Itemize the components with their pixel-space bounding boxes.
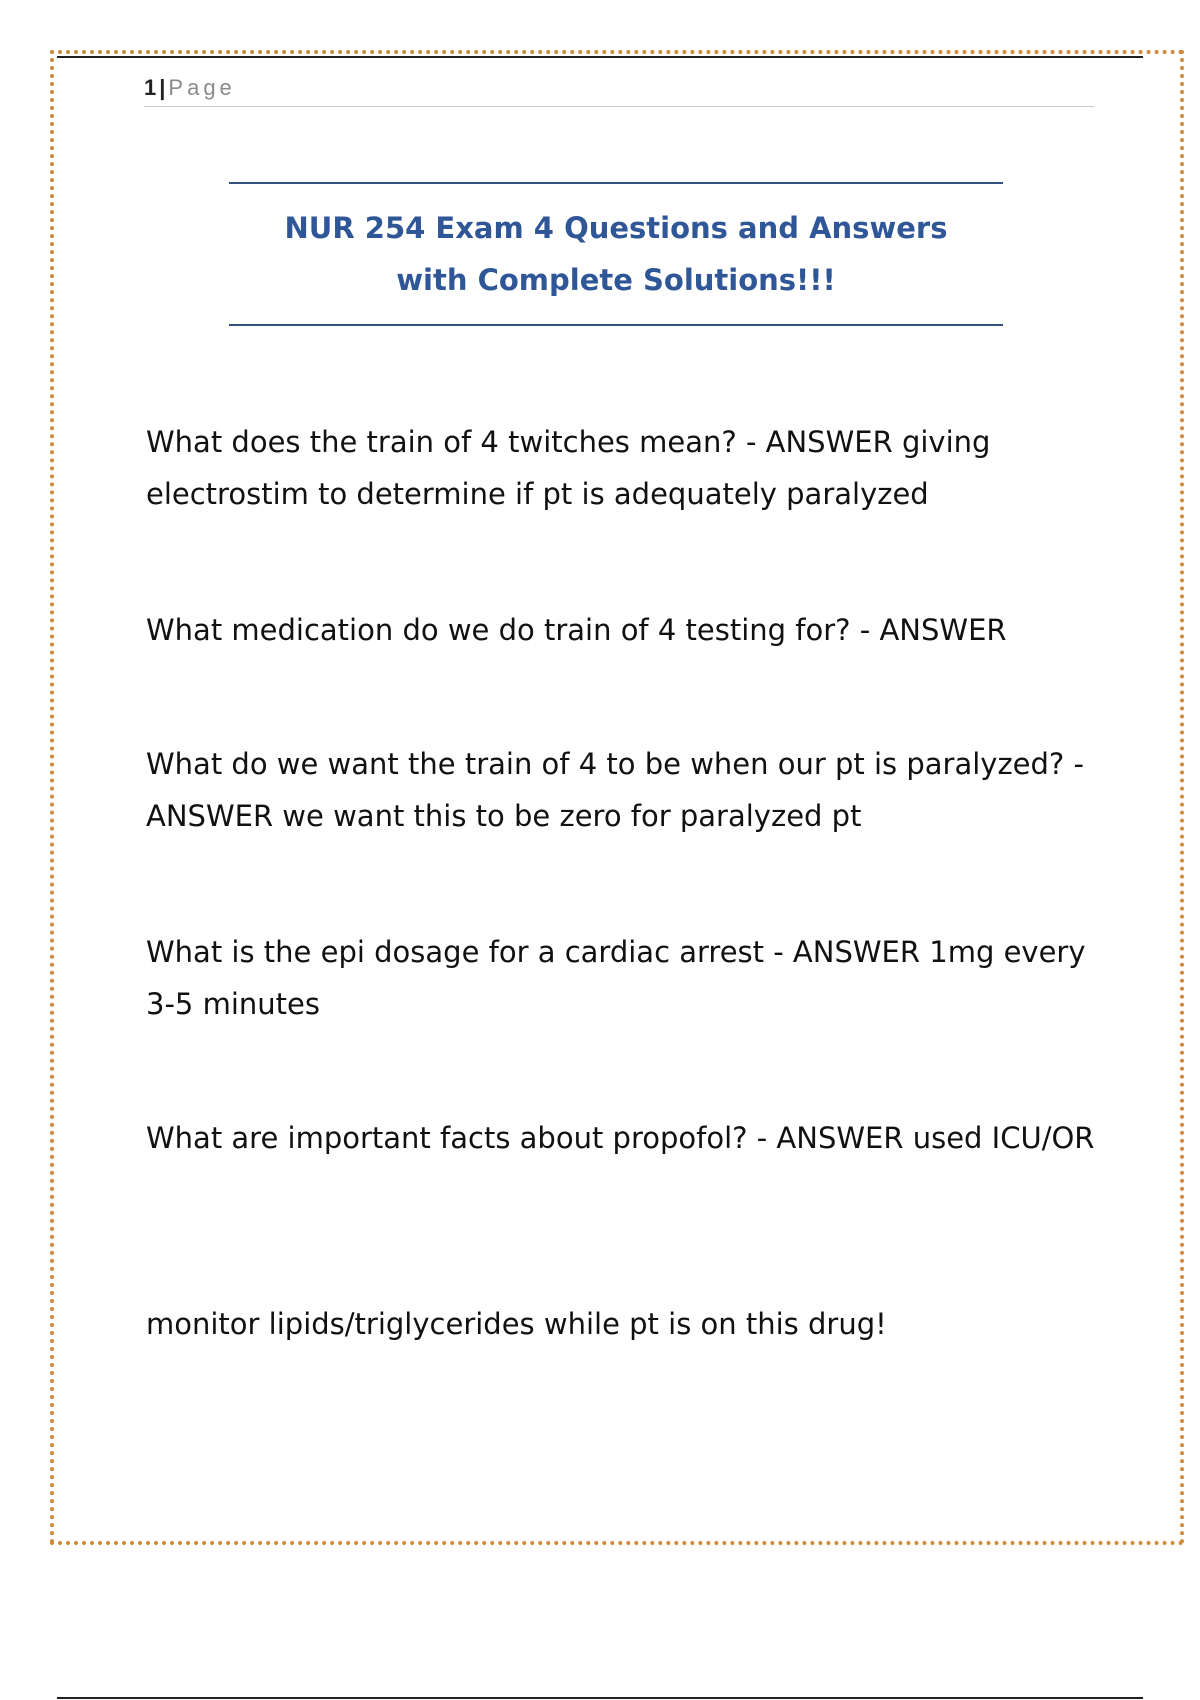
- page-number: 1: [144, 75, 157, 100]
- qa-item-6: monitor lipids/triglycerides while pt is on this drug!: [146, 1307, 887, 1341]
- page-label: Page: [168, 75, 236, 100]
- qa-item-5: What are important facts about propofol? - ANSWER used ICU/OR: [146, 1121, 1095, 1155]
- top-rule: [57, 56, 1143, 58]
- page-separator: |: [159, 75, 166, 100]
- page-header: [144, 74, 1094, 107]
- bottom-rule: [57, 1697, 1143, 1699]
- qa-item-2: What medication do we do train of 4 testing for? - ANSWER: [146, 613, 1007, 647]
- qa-item-1: What does the train of 4 twitches mean? - ANSWER giving electrostim to determine if pt is adequately paralyzed: [146, 425, 991, 511]
- qa-item-3: What do we want the train of 4 to be when our pt is paralyzed? - ANSWER we want this to be zero for paralyzed pt: [146, 747, 1085, 833]
- document-title: NUR 254 Exam 4 Questions and Answers with Complete Solutions!!!: [284, 211, 948, 297]
- qa-item-4: What is the epi dosage for a cardiac arrest - ANSWER 1mg every 3-5 minutes: [146, 935, 1086, 1021]
- title-block: [229, 182, 1003, 326]
